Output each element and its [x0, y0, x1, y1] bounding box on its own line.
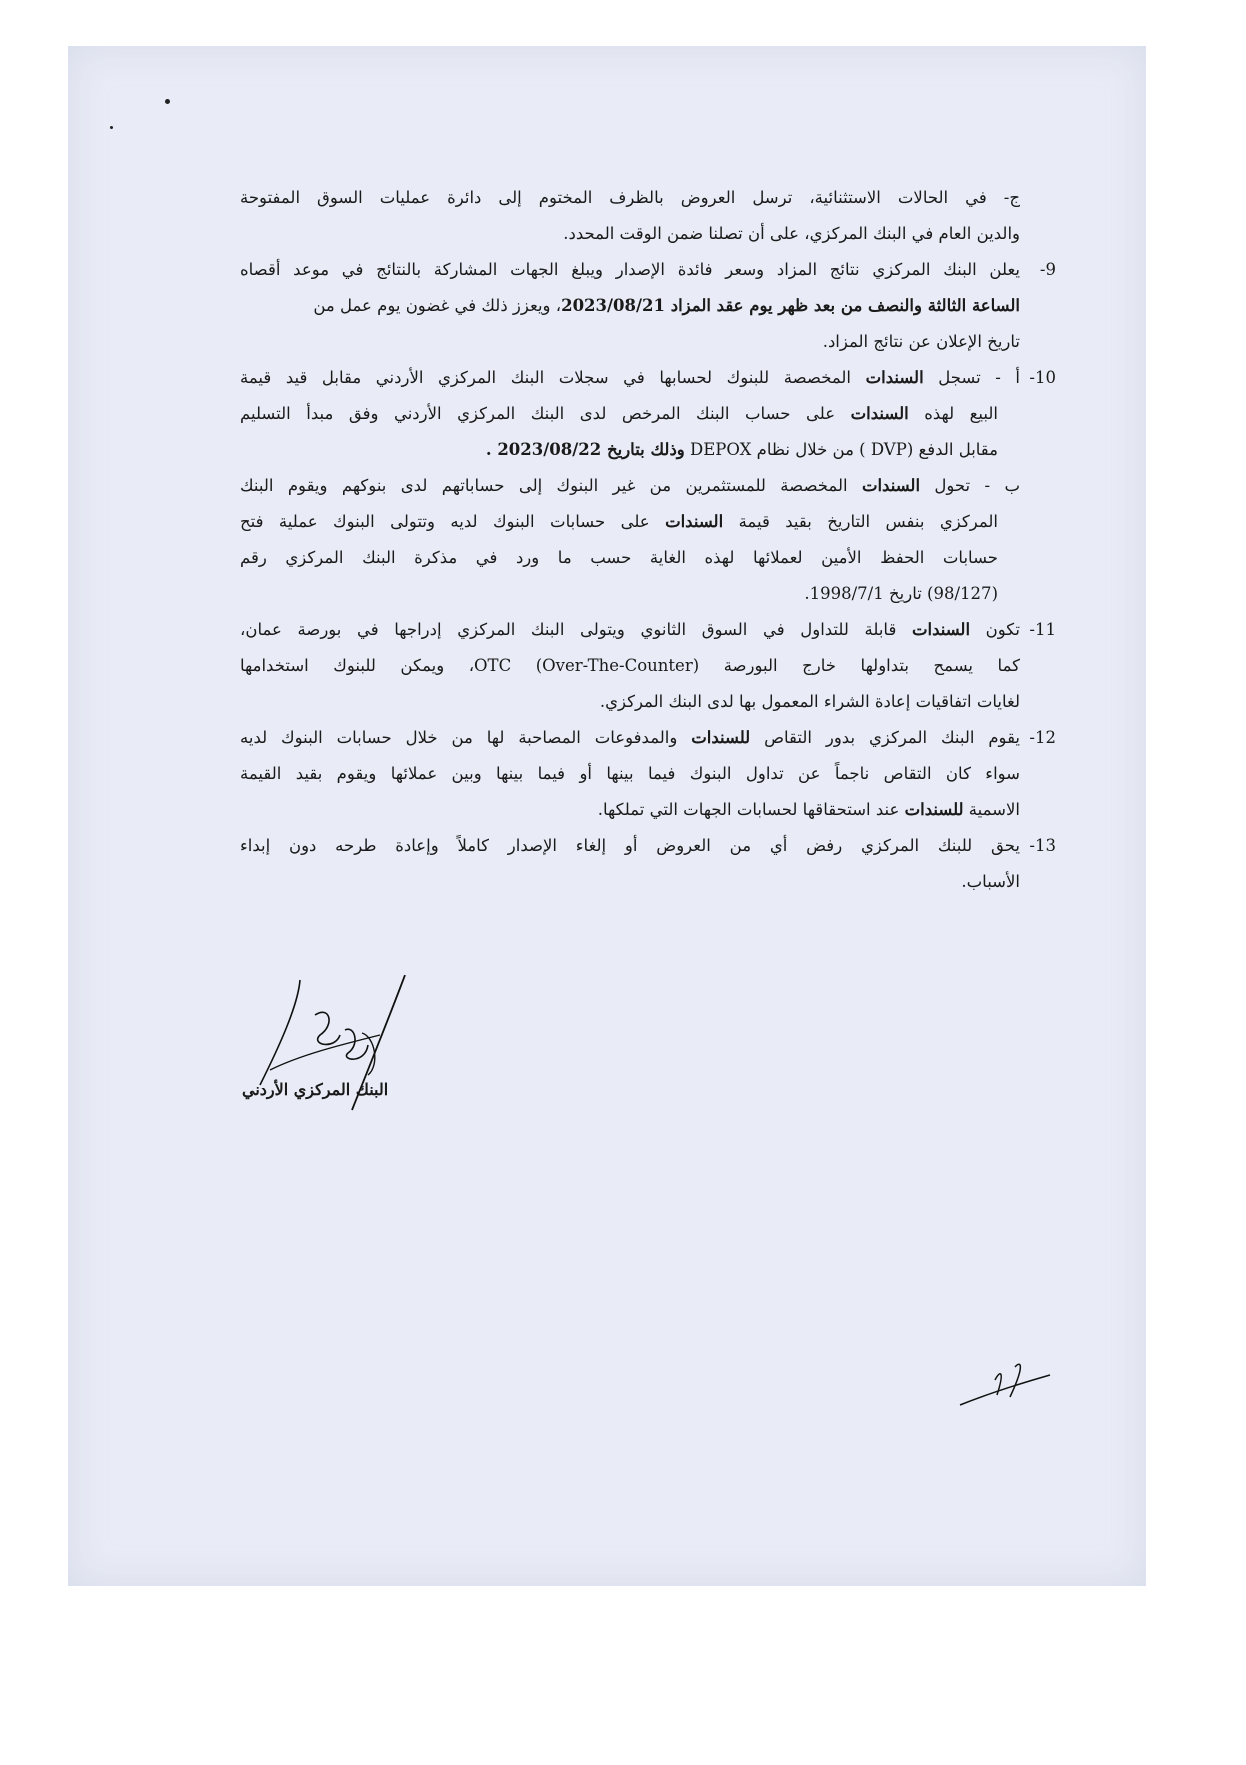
- item-10a-line-2: البيع لهذه السندات على حساب البنك المرخص لدى البنك المركزي الأردني وفق مبدأ التسليم: [240, 404, 999, 423]
- item-11-line-2: كما يسمح بتداولها خارج البورصة OTC (Over-The-Counter)، ويمكن للبنوك استخدامها: [240, 656, 1020, 675]
- item-10a-line-3: مقابل الدفع (DVP ) من خلال نظام DEPOX وذلك بتاريخ 2023/08/22 .: [485, 440, 998, 459]
- item-13-line-2: الأسباب.: [961, 872, 1020, 891]
- item-10b-line-3: حسابات الحفظ الأمين لعملائها لهذه الغاية حسب ما ورد في مذكرة البنك المركزي رقم: [240, 548, 998, 567]
- item-12-line-1: 12- يقوم البنك المركزي بدور التقاص للسندات والمدفوعات المصاحبة لها من خلال حسابات البنوك لديه: [240, 720, 1020, 756]
- item-10b-line-1: ب - تحول السندات المخصصة للمستثمرين من غير البنوك إلى حساباتهم لدى بنوكهم ويقوم البنك: [240, 476, 1020, 495]
- item-12-line-2: سواء كان التقاص ناجماً عن تداول البنوك فيما بينها أو فيما بينها وبين عملائها ويقوم بقيد القيمة: [240, 764, 1020, 783]
- scan-speck: [165, 99, 170, 104]
- item-9-line-3: تاريخ الإعلان عن نتائج المزاد.: [822, 332, 1020, 351]
- item-number: 9-: [1039, 260, 1056, 279]
- item-number: 10-: [1029, 368, 1056, 387]
- item-number: 12-: [1029, 728, 1056, 747]
- scan-speck: [110, 126, 113, 129]
- item-number: 13-: [1029, 836, 1056, 855]
- signature-label: البنك المركزي الأردني: [242, 1080, 389, 1099]
- item-11-line-3: لغايات اتفاقيات إعادة الشراء المعمول بها لدى البنك المركزي.: [599, 692, 1020, 711]
- item-11-line-1: 11- تكون السندات قابلة للتداول في السوق الثانوي ويتولى البنك المركزي إدراجها في بورصة عمان،: [240, 612, 1020, 648]
- item-10b-line-2: المركزي بنفس التاريخ بقيد قيمة السندات على حسابات البنوك لديه وتتولى البنوك عملية فتح: [240, 512, 998, 531]
- item-number: 11-: [1029, 620, 1056, 639]
- clause-c-line-2: والدين العام في البنك المركزي، على أن تصلنا ضمن الوقت المحدد.: [563, 224, 1020, 243]
- item-13-line-1: 13- يحق للبنك المركزي رفض أي من العروض أو إلغاء الإصدار كاملاً وإعادة طرحه دون إبداء: [240, 828, 1020, 864]
- item-10a-line-1: 10- أ - تسجل السندات المخصصة للبنوك لحسابها في سجلات البنك المركزي الأردني مقابل قيد قيمة: [240, 360, 1020, 396]
- handwritten-initials: [955, 1355, 1055, 1415]
- item-9-line-2: الساعة الثالثة والنصف من بعد ظهر يوم عقد المزاد 2023/08/21، ويعزز ذلك في غضون يوم عمل من: [313, 296, 1020, 315]
- document-body: [240, 180, 1056, 900]
- item-9-line-1: 9- يعلن البنك المركزي نتائج المزاد وسعر فائدة الإصدار ويبلغ الجهات المشاركة بالنتائج في موعد أقصاه: [240, 252, 1020, 288]
- clause-c-line-1: ج- في الحالات الاستثنائية، ترسل العروض بالظرف المختوم إلى دائرة عمليات السوق المفتوحة: [240, 188, 1020, 207]
- item-12-line-3: الاسمية للسندات عند استحقاقها لحسابات الجهات التي تملكها.: [597, 800, 1020, 819]
- item-10b-line-4: (98/127) تاريخ 1998/7/1.: [804, 584, 998, 603]
